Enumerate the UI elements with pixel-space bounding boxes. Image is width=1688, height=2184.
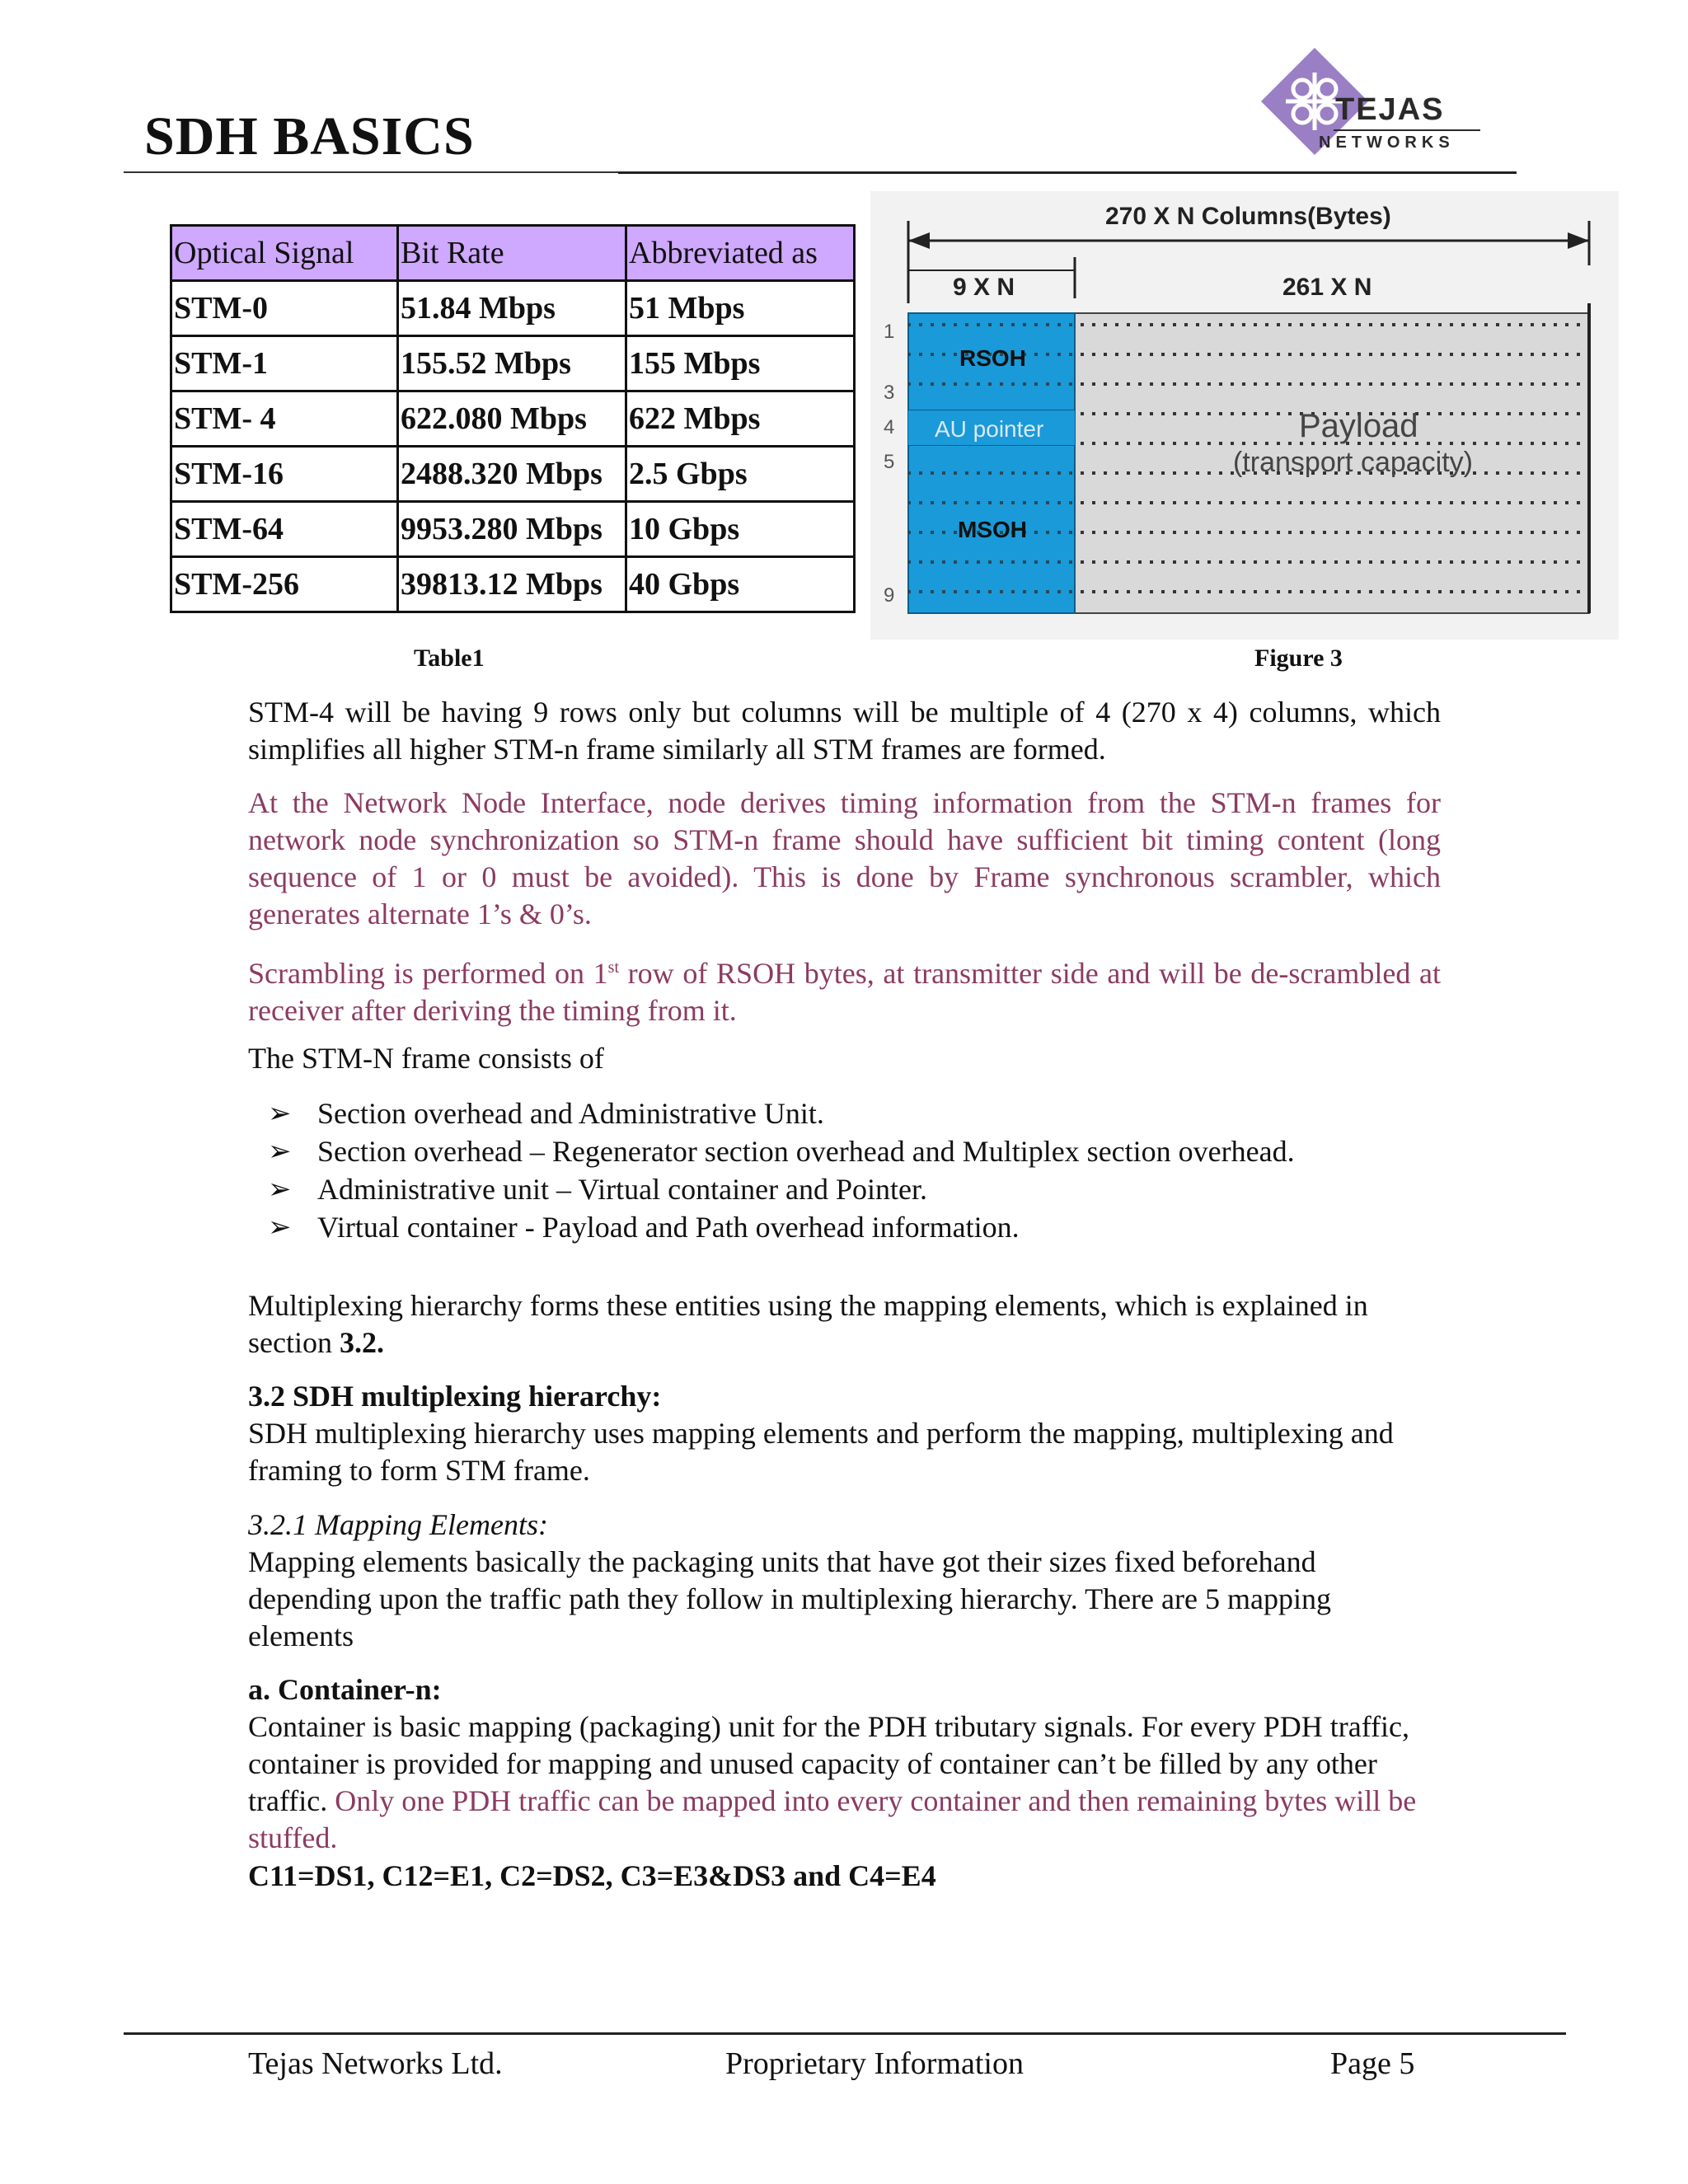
table-row [171,447,855,502]
table-cell: 155.52 Mbps [398,336,626,391]
paragraph-stm4: STM-4 will be having 9 rows only but columns will be multiple of 4 (270 x 4) columns, which simplifies all higher STM-n frame similarly all STM frames are formed. [248,696,1441,766]
paragraph-container: Container is basic mapping (packaging) unit for the PDH tributary signals. For every PDH traffic, container is provided for mapping and unused capacity of container can’t be filled by any other traffic. Only one PDH traffic can be mapped into every container and then remaining bytes will be stuffed. [248,1710,1417,1854]
table-cell: 9953.280 Mbps [398,502,626,557]
bit-rate-table [170,224,856,613]
row-number: 3 [884,382,895,404]
section-heading-3-2: 3.2 SDH multiplexing hierarchy: [248,1380,662,1413]
arrow-bullet-icon: ➢ [268,1097,292,1130]
table-header-row [171,226,855,281]
table-cell: 2.5 Gbps [626,447,855,502]
header-cell: Abbreviated as [626,226,855,281]
header-rule-bold [618,171,1517,174]
logo-underline [1334,129,1480,131]
table-row [171,391,855,447]
section-heading-container: a. Container-n: [248,1673,442,1706]
header-cell: Bit Rate [398,226,626,281]
arrow-bullet-icon: ➢ [268,1173,292,1206]
table-cell: 40 Gbps [626,557,855,612]
list-item: ➢ Administrative unit – Virtual container and Pointer. [268,1170,1488,1208]
row-number: 5 [884,451,895,473]
table-cell: STM-256 [171,557,398,612]
paragraph-mapping-elements: Mapping elements basically the packaging units that have got their sizes fixed beforehand depending upon the traffic path they follow in multiplexing hierarchy. There are 5 mapping elements [248,1545,1331,1652]
table-row [171,281,855,336]
footer-company: Tejas Networks Ltd. [248,2046,503,2081]
table-cell: 622.080 Mbps [398,391,626,447]
table-row [171,336,855,391]
paragraph-scrambling: Scrambling is performed on 1st row of RSOH bytes, at transmitter side and will be de-scrambled at receiver after deriving the timing from it. [248,957,1441,1027]
arrow-bullet-icon: ➢ [268,1135,292,1168]
list-item: ➢ Section overhead and Administrative Unit. [268,1094,1488,1132]
page-number: Page 5 [1330,2046,1415,2081]
logo-subtitle: NETWORKS [1319,134,1455,152]
table-cell: STM-1 [171,336,398,391]
stm-frame-diagram [870,191,1619,640]
list-item: ➢ Virtual container - Payload and Path overhead information. [268,1208,1488,1246]
table-cell: STM-64 [171,502,398,557]
row-number: 4 [884,416,895,438]
table-cell: 39813.12 Mbps [398,557,626,612]
list-item: ➢ Section overhead – Regenerator section overhead and Multiplex section overhead. [268,1132,1488,1170]
footer-rule [124,2032,1566,2035]
payload-width-label: 261 X N [1282,274,1372,301]
table-cell: STM-0 [171,281,398,336]
section-heading-3-2-1: 3.2.1 Mapping Elements: [248,1508,548,1541]
table-cell: 2488.320 Mbps [398,447,626,502]
row-number: 1 [884,321,895,343]
table-row [171,557,855,612]
paragraph-frame-intro: The STM-N frame consists of [248,1042,604,1075]
page-title: SDH BASICS [144,106,475,166]
au-pointer-label: AU pointer [935,416,1044,442]
table-cell: 51.84 Mbps [398,281,626,336]
paragraph-multiplexing: Multiplexing hierarchy forms these entities using the mapping elements, which is explained in section 3.2. [248,1289,1368,1359]
header-cell: Optical Signal [171,226,398,281]
arrow-bullet-icon: ➢ [268,1211,292,1244]
row-number: 9 [884,584,895,607]
figure-caption: Figure 3 [1254,644,1343,672]
table-caption: Table1 [414,644,485,672]
footer-classification: Proprietary Information [725,2046,1024,2081]
frame-components-list [268,1094,1488,1246]
rsoh-label: RSOH [959,345,1026,371]
table-cell: STM- 4 [171,391,398,447]
container-mapping-summary: C11=DS1, C12=E1, C2=DS2, C3=E3&DS3 and C4=E4 [248,1859,936,1892]
table-cell: 155 Mbps [626,336,855,391]
table-cell: STM-16 [171,447,398,502]
table-cell: 622 Mbps [626,391,855,447]
overhead-width-label: 9 X N [953,274,1015,301]
payload-sublabel: (transport capacity) [1233,447,1473,478]
paragraph-timing: At the Network Node Interface, node derives timing information from the STM-n frames for network node synchronization so STM-n frame should have sufficient bit timing content (long sequence of 1 or 0 must be avoided). This is done by Frame synchronous scrambler, which generates alternate 1’s & 0’s. [248,786,1441,930]
table-cell: 51 Mbps [626,281,855,336]
payload-label: Payload [1299,408,1418,444]
msoh-label: MSOH [958,517,1027,542]
table-cell: 10 Gbps [626,502,855,557]
table-row [171,502,855,557]
frame-width-label: 270 X N Columns(Bytes) [1105,203,1391,230]
paragraph-hierarchy: SDH multiplexing hierarchy uses mapping elements and perform the mapping, multiplexing and framing to form STM frame. [248,1417,1394,1487]
logo-wordmark: TEJAS [1335,92,1445,127]
